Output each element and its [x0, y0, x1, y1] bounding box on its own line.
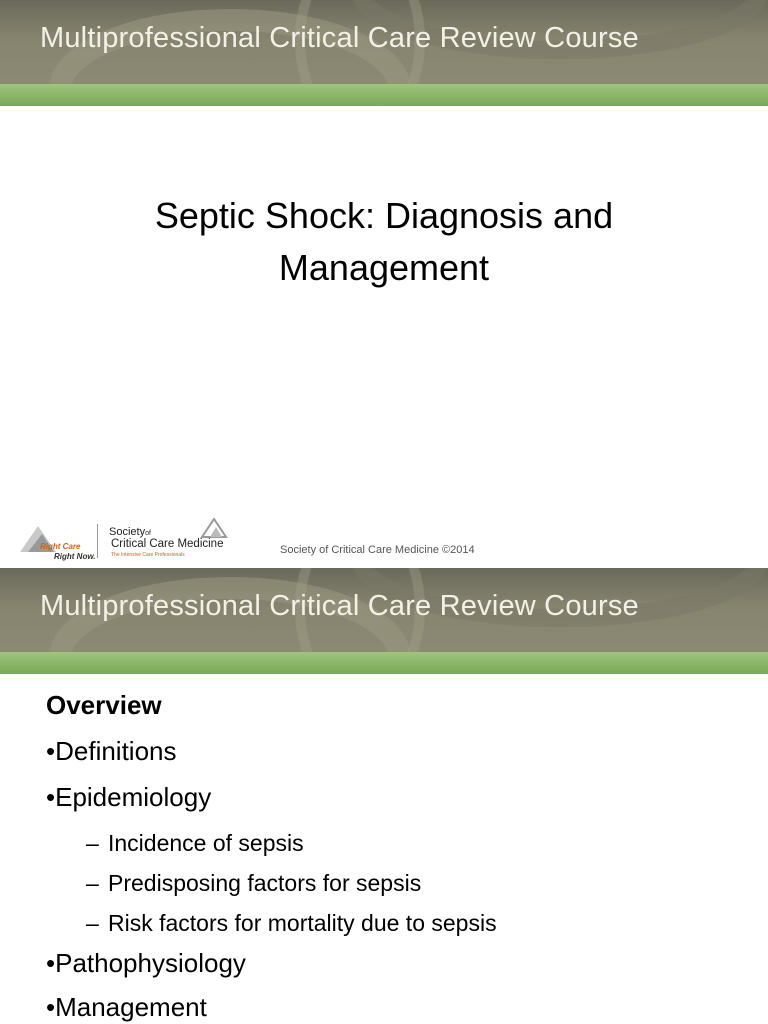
sccm-logo-icon [200, 518, 228, 538]
bullet-pathophysiology: •Pathophysiology [46, 948, 246, 978]
sub-bullet-dash: – [86, 910, 99, 936]
sub-bullet-incidence: – Incidence of sepsis [86, 830, 304, 856]
sub-bullet-risk-factors: – Risk factors for mortality due to sepsis [86, 910, 497, 936]
right-care-text: Right Care [40, 542, 81, 551]
sccm-tagline: The Intensive Care Professionals [111, 552, 185, 558]
sub-bullet-dash: – [86, 830, 99, 856]
course-banner [0, 568, 768, 652]
slide-title-line-2: Management [278, 247, 490, 288]
overview-slide [0, 568, 768, 1024]
sccm-name-text: Critical Care Medicine [111, 538, 224, 550]
right-now-text: Right Now. [54, 552, 96, 561]
banner-accent-bar [0, 652, 768, 674]
slide-footer [0, 516, 768, 566]
course-banner [0, 0, 768, 84]
sccm-society-text: Societyof [109, 526, 151, 538]
logo-divider [97, 524, 98, 558]
banner-title: Multiprofessional Critical Care Review Course [40, 590, 639, 622]
slide-title [84, 190, 684, 294]
slide-title-line-1: Septic Shock: Diagnosis and [154, 195, 614, 236]
sub-bullet-predisposing: – Predisposing factors for sepsis [86, 870, 422, 896]
sub-bullet-dash: – [86, 870, 99, 896]
banner-title: Multiprofessional Critical Care Review Course [40, 22, 639, 54]
banner-accent-bar [0, 84, 768, 106]
overview-heading: Overview [46, 690, 162, 720]
bullet-epidemiology: •Epidemiology [46, 782, 212, 812]
bullet-management: •Management [46, 992, 207, 1022]
right-care-logo [18, 524, 96, 566]
bullet-definitions: •Definitions [46, 736, 177, 766]
copyright-text: Society of Critical Care Medicine ©2014 [280, 544, 475, 556]
